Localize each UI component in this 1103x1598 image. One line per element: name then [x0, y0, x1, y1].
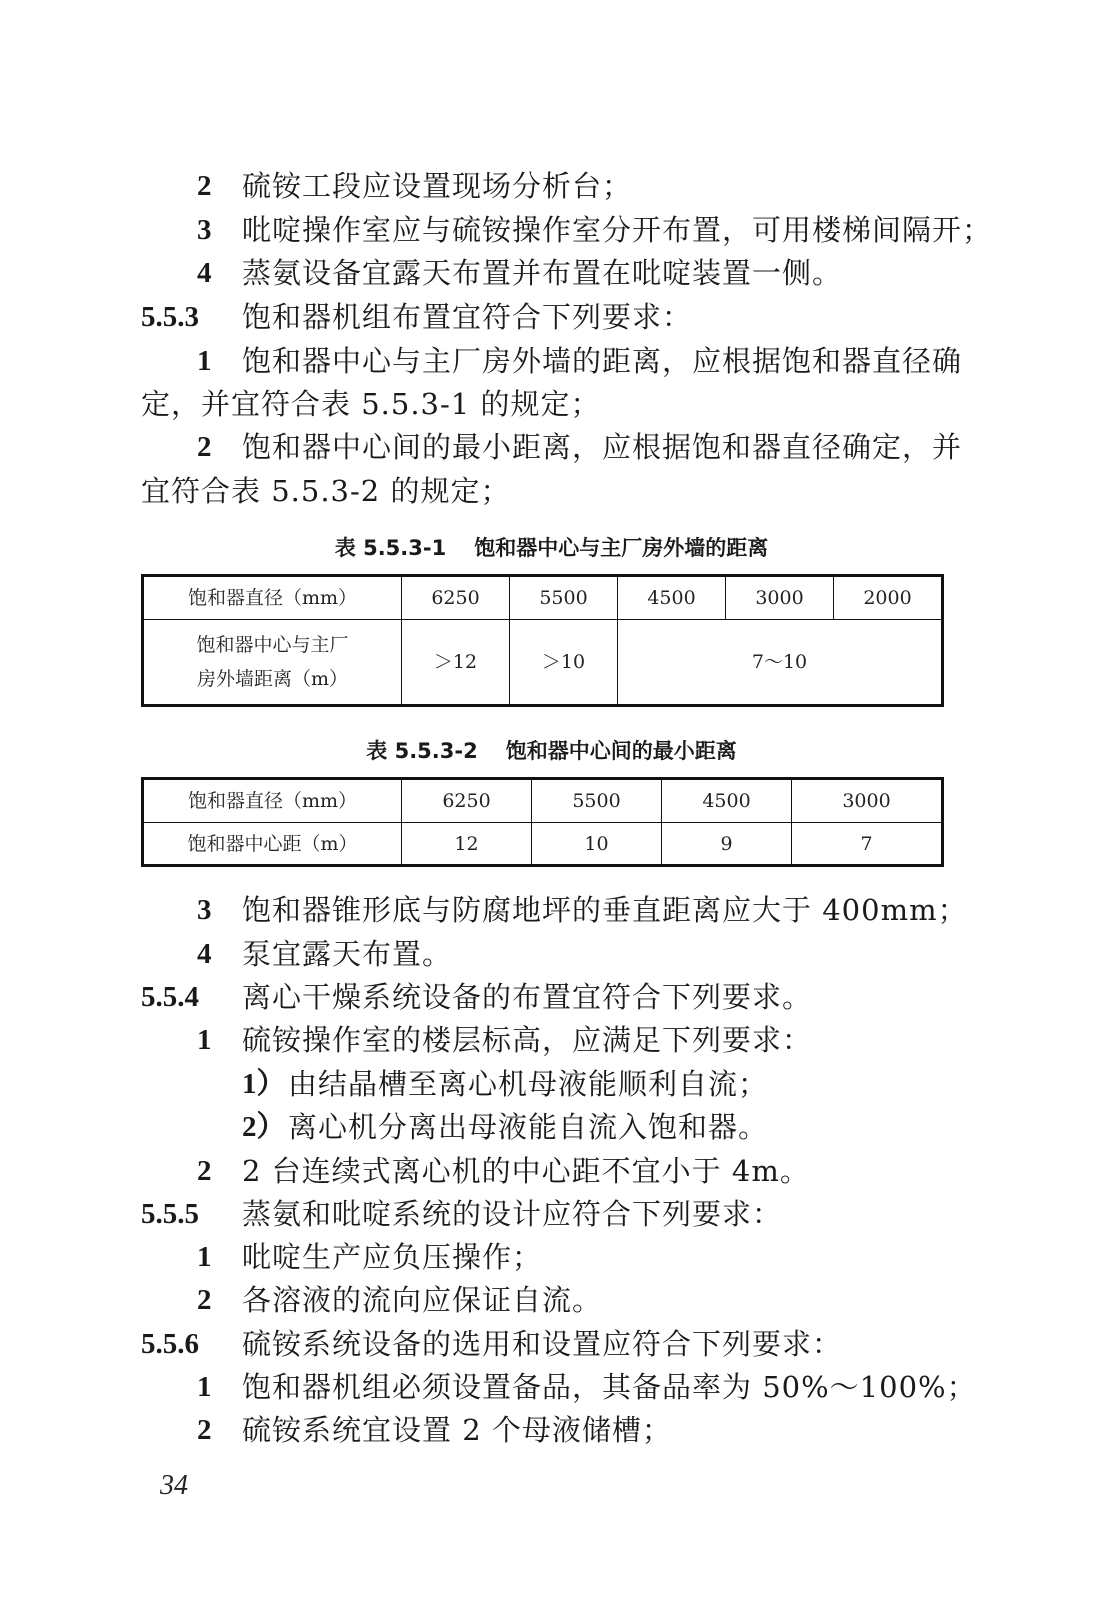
table-cell: 4500 — [662, 779, 792, 823]
item-number: 1 — [197, 1241, 212, 1273]
table-caption-title: 饱和器中心与主厂房外墙的距离 — [474, 536, 769, 560]
sub-item-number: 2） — [242, 1111, 286, 1143]
table-cell: 7～10 — [618, 620, 943, 706]
table-row — [143, 576, 943, 620]
row-header — [143, 620, 402, 706]
item-number: 2 — [197, 170, 212, 202]
item-number: 1 — [197, 345, 212, 377]
item-text: 各溶液的流向应保证自流。 — [242, 1283, 603, 1317]
item-text: 饱和器锥形底与防腐地坪的垂直距离应大于 400mm； — [242, 893, 968, 927]
item-text: 吡啶生产应负压操作； — [242, 1240, 543, 1274]
clause-text: 蒸氨和吡啶系统的设计应符合下列要求： — [242, 1197, 783, 1231]
table-cell: 12 — [402, 823, 532, 866]
page-number: 34 — [160, 1470, 188, 1501]
clause-number: 5.5.5 — [141, 1198, 199, 1230]
table-cell: ＞12 — [402, 620, 510, 706]
table-caption-number: 表 5.5.3-2 — [366, 739, 478, 763]
item-text: 硫铵操作室的楼层标高，应满足下列要求： — [242, 1023, 813, 1057]
table-cell: 7 — [792, 823, 943, 866]
clause-text: 硫铵系统设备的选用和设置应符合下列要求： — [242, 1327, 843, 1361]
clause-number: 5.5.4 — [141, 981, 199, 1013]
item-number: 2 — [197, 1284, 212, 1316]
table-cell: 3000 — [792, 779, 943, 823]
table-cell: 3000 — [726, 576, 834, 620]
item-text: 2 台连续式离心机的中心距不宜小于 4m。 — [242, 1154, 810, 1188]
item-number: 1 — [197, 1371, 212, 1403]
item-number: 2 — [197, 1155, 212, 1187]
table-cell: 6250 — [402, 576, 510, 620]
table-caption-number: 表 5.5.3-1 — [334, 536, 447, 560]
item-number: 2 — [197, 1414, 212, 1446]
table-caption-title: 饱和器中心间的最小距离 — [505, 739, 737, 763]
table-caption — [0, 533, 1103, 563]
item-number: 4 — [197, 938, 212, 970]
row-header: 饱和器直径（mm） — [143, 779, 402, 823]
item-text: 饱和器中心间的最小距离，应根据饱和器直径确定，并 — [242, 430, 963, 464]
table-row — [143, 779, 943, 823]
table-cell: 5500 — [532, 779, 662, 823]
item-number: 3 — [197, 214, 212, 246]
clause-number: 5.5.6 — [141, 1328, 199, 1360]
spacing-table — [141, 777, 944, 867]
item-text: 吡啶操作室应与硫铵操作室分开布置，可用楼梯间隔开； — [242, 213, 993, 247]
table-row — [143, 620, 943, 706]
item-text: 泵宜露天布置。 — [242, 937, 453, 971]
distance-table — [141, 574, 944, 707]
item-number: 4 — [197, 257, 212, 289]
table-cell: 6250 — [402, 779, 532, 823]
table-cell: 2000 — [834, 576, 943, 620]
sub-item-text: 离心机分离出母液能自流入饱和器。 — [288, 1110, 769, 1144]
row-header-line: 房外墙距离（m） — [196, 668, 349, 690]
item-text: 宜符合表 5.5.3-2 的规定； — [141, 474, 511, 508]
sub-item-text: 由结晶槽至离心机母液能顺利自流； — [288, 1067, 769, 1101]
clause-number: 5.5.3 — [141, 301, 199, 333]
item-text: 硫铵系统宜设置 2 个母液储槽； — [242, 1413, 672, 1447]
item-text: 硫铵工段应设置现场分析台； — [242, 169, 633, 203]
item-text: 定，并宜符合表 5.5.3-1 的规定； — [141, 387, 601, 421]
table-caption — [0, 736, 1103, 766]
clause-text: 离心干燥系统设备的布置宜符合下列要求。 — [242, 980, 813, 1014]
table-cell: 10 — [532, 823, 662, 866]
item-text: 饱和器机组必须设置备品，其备品率为 50%～100%； — [242, 1370, 977, 1404]
item-number: 1 — [197, 1024, 212, 1056]
item-text: 蒸氨设备宜露天布置并布置在吡啶装置一侧。 — [242, 256, 843, 290]
item-number: 3 — [197, 894, 212, 926]
item-text: 饱和器中心与主厂房外墙的距离，应根据饱和器直径确 — [242, 344, 963, 378]
table-cell: ＞10 — [510, 620, 618, 706]
row-header: 饱和器中心距（m） — [143, 823, 402, 866]
item-number: 2 — [197, 431, 212, 463]
table-cell: 9 — [662, 823, 792, 866]
clause-text: 饱和器机组布置宜符合下列要求： — [242, 300, 693, 334]
row-header-line: 饱和器中心与主厂 — [196, 634, 349, 656]
table-cell: 5500 — [510, 576, 618, 620]
table-cell: 4500 — [618, 576, 726, 620]
sub-item-number: 1） — [242, 1068, 286, 1100]
table-row — [143, 823, 943, 866]
row-header: 饱和器直径（mm） — [143, 576, 402, 620]
